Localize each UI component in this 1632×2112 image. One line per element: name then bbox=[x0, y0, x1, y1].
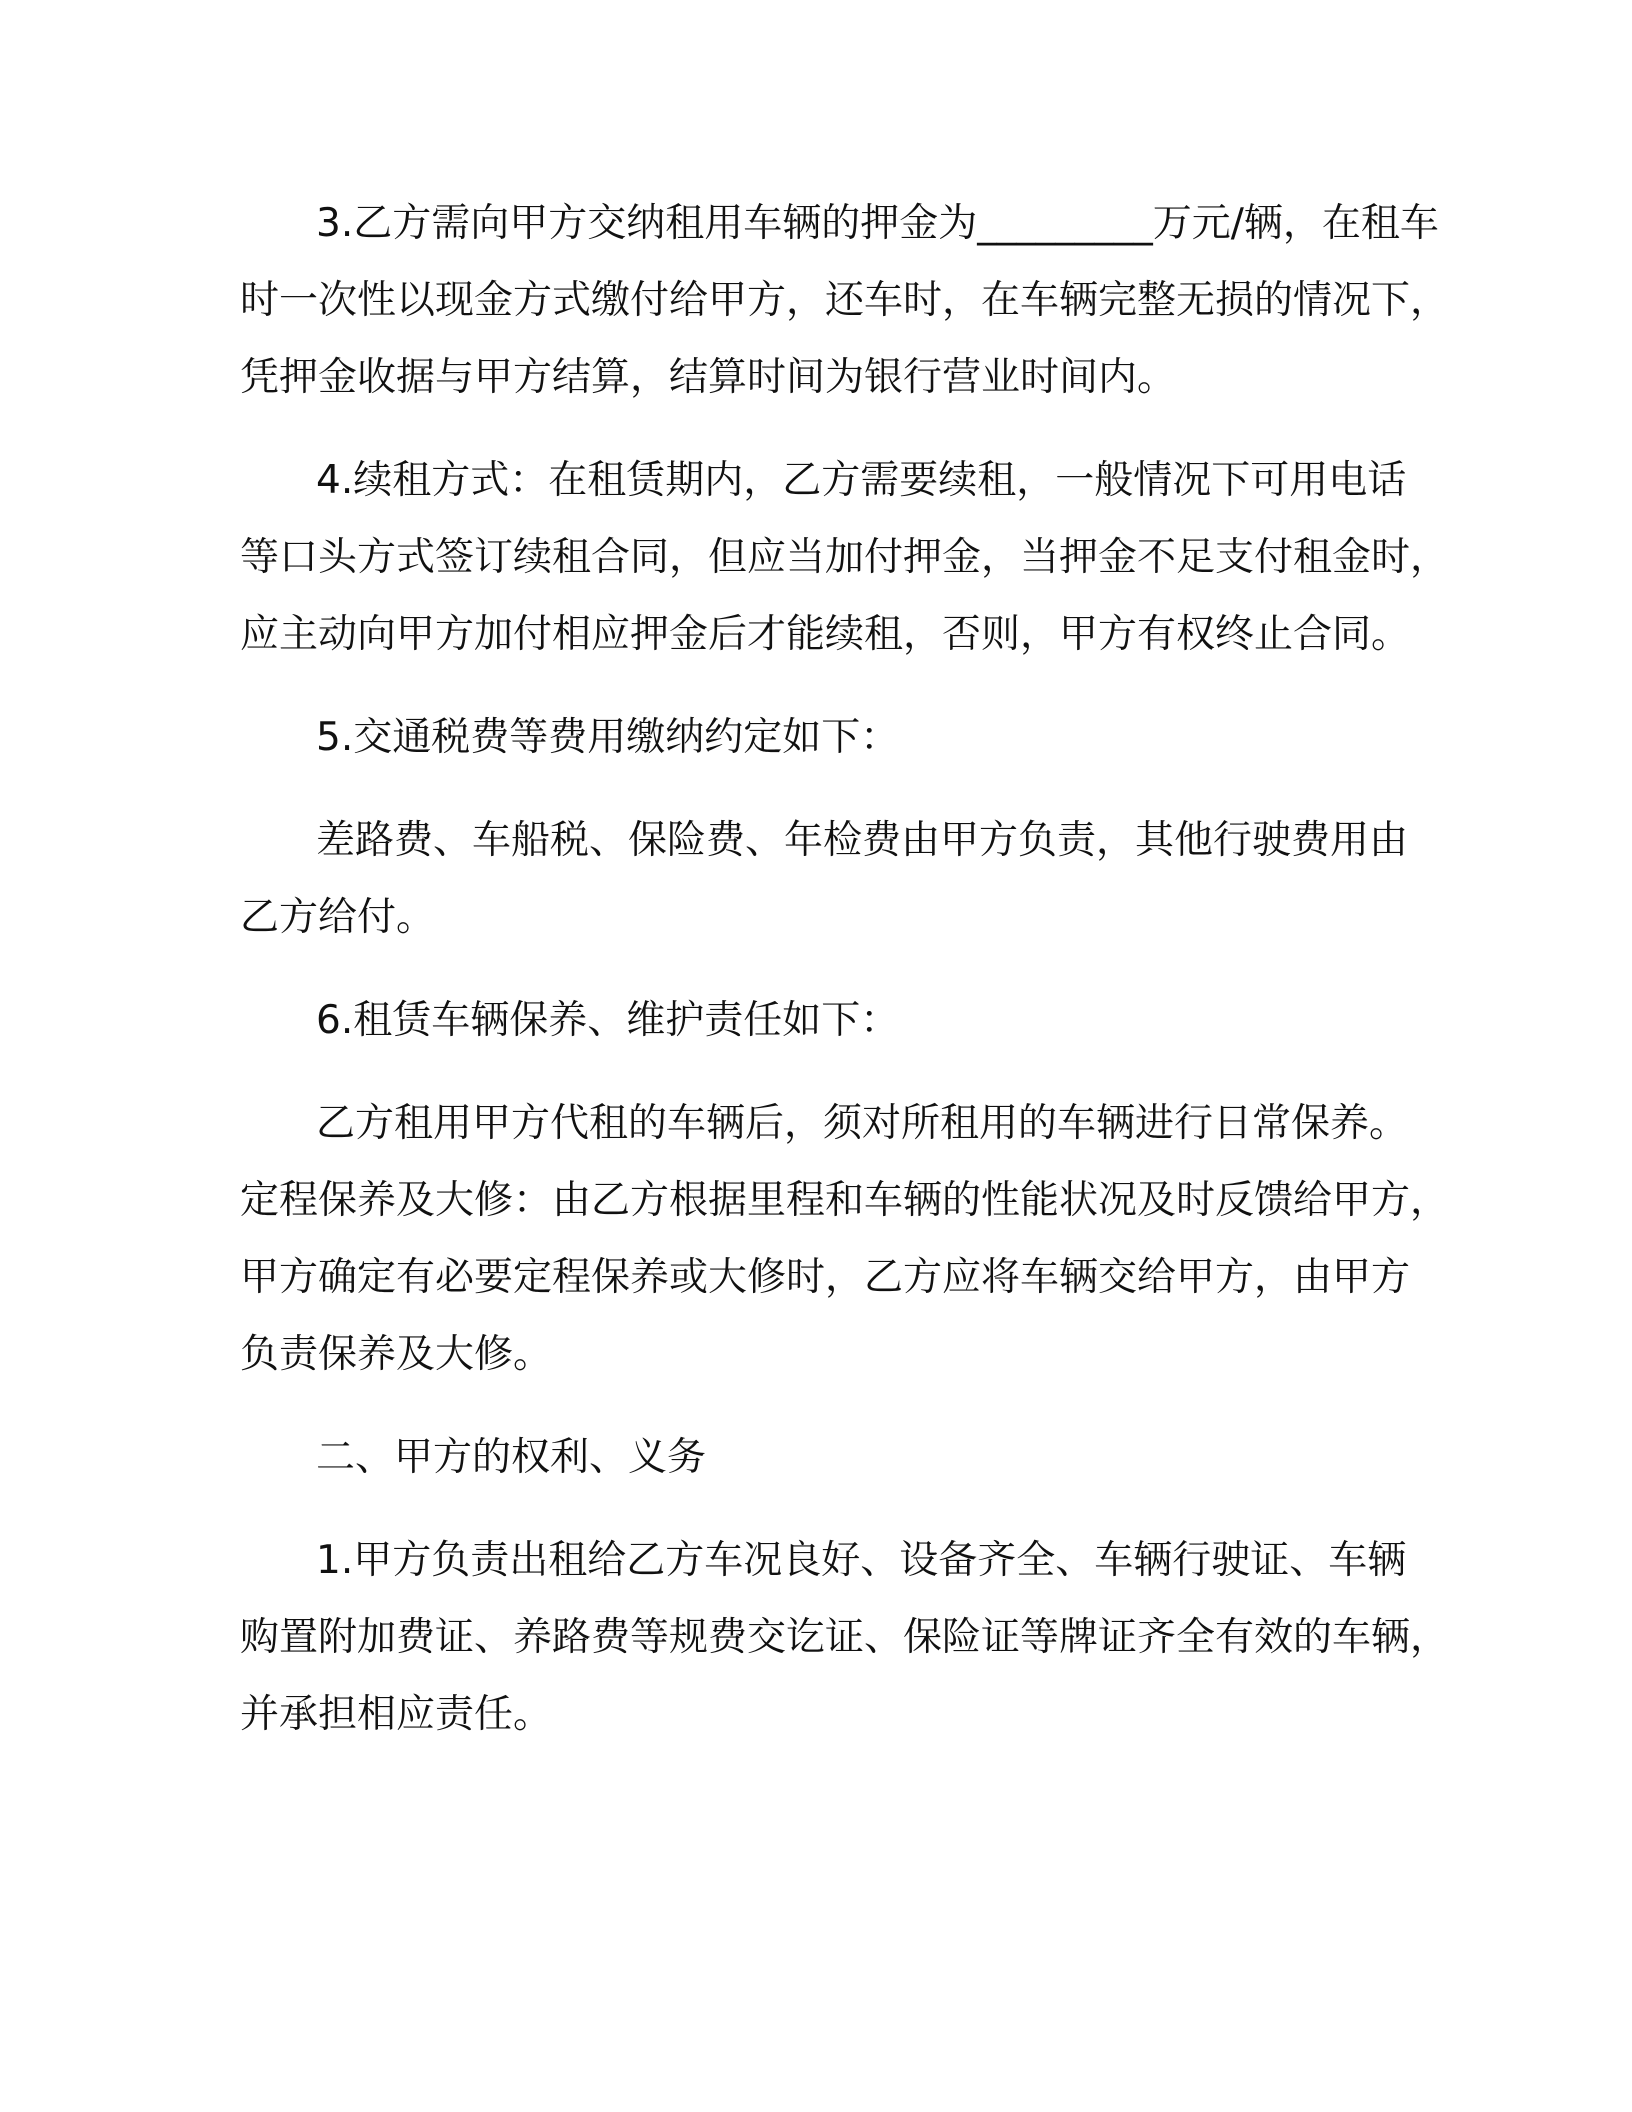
clause-6-maintenance-heading bbox=[240, 982, 1390, 1059]
text-line: 3.乙方需向甲方交纳租用车辆的押金为_________万元/辆，在租车 bbox=[316, 201, 1439, 246]
clause-6-maintenance-body bbox=[240, 1085, 1450, 1393]
text-line: 1.甲方负责出租给乙方车况良好、设备齐全、车辆行驶证、车辆 bbox=[316, 1538, 1407, 1583]
text-line: 购置附加费证、养路费等规费交讫证、保险证等牌证齐全有效的车辆， bbox=[240, 1615, 1450, 1660]
text-line: 凭押金收据与甲方结算，结算时间为银行营业时间内。 bbox=[240, 355, 1177, 400]
text-line: 定程保养及大修：由乙方根据里程和车辆的性能状况及时反馈给甲方， bbox=[240, 1178, 1450, 1223]
clause-3-deposit bbox=[240, 185, 1450, 416]
text-line: 5.交通税费等费用缴纳约定如下： bbox=[316, 715, 900, 760]
text-line: 乙方租用甲方代租的车辆后，须对所租用的车辆进行日常保养。 bbox=[316, 1101, 1409, 1146]
text-line: 甲方确定有必要定程保养或大修时，乙方应将车辆交给甲方，由甲方 bbox=[240, 1255, 1411, 1300]
text-line: 等口头方式签订续租合同，但应当加付押金，当押金不足支付租金时， bbox=[240, 535, 1450, 580]
section-2-heading bbox=[240, 1419, 1390, 1496]
text-line: 4.续租方式：在租赁期内，乙方需要续租，一般情况下可用电话 bbox=[316, 458, 1407, 503]
text-line: 时一次性以现金方式缴付给甲方，还车时，在车辆完整无损的情况下， bbox=[240, 278, 1450, 323]
text-line: 乙方给付。 bbox=[240, 895, 436, 940]
text-line: 二、甲方的权利、义务 bbox=[316, 1435, 707, 1480]
text-line: 差路费、车船税、保险费、年检费由甲方负责，其他行驶费用由 bbox=[316, 818, 1409, 863]
clause-5-fees-body bbox=[240, 802, 1409, 956]
text-line: 6.租赁车辆保养、维护责任如下： bbox=[316, 998, 900, 1043]
text-line: 并承担相应责任。 bbox=[240, 1692, 553, 1737]
document-page bbox=[240, 185, 1450, 1753]
section-2-clause-1 bbox=[240, 1522, 1450, 1753]
clause-4-renewal bbox=[240, 442, 1450, 673]
text-line: 应主动向甲方加付相应押金后才能续租，否则，甲方有权终止合同。 bbox=[240, 612, 1411, 657]
clause-5-fees-heading bbox=[240, 699, 1390, 776]
text-line: 负责保养及大修。 bbox=[240, 1332, 553, 1377]
